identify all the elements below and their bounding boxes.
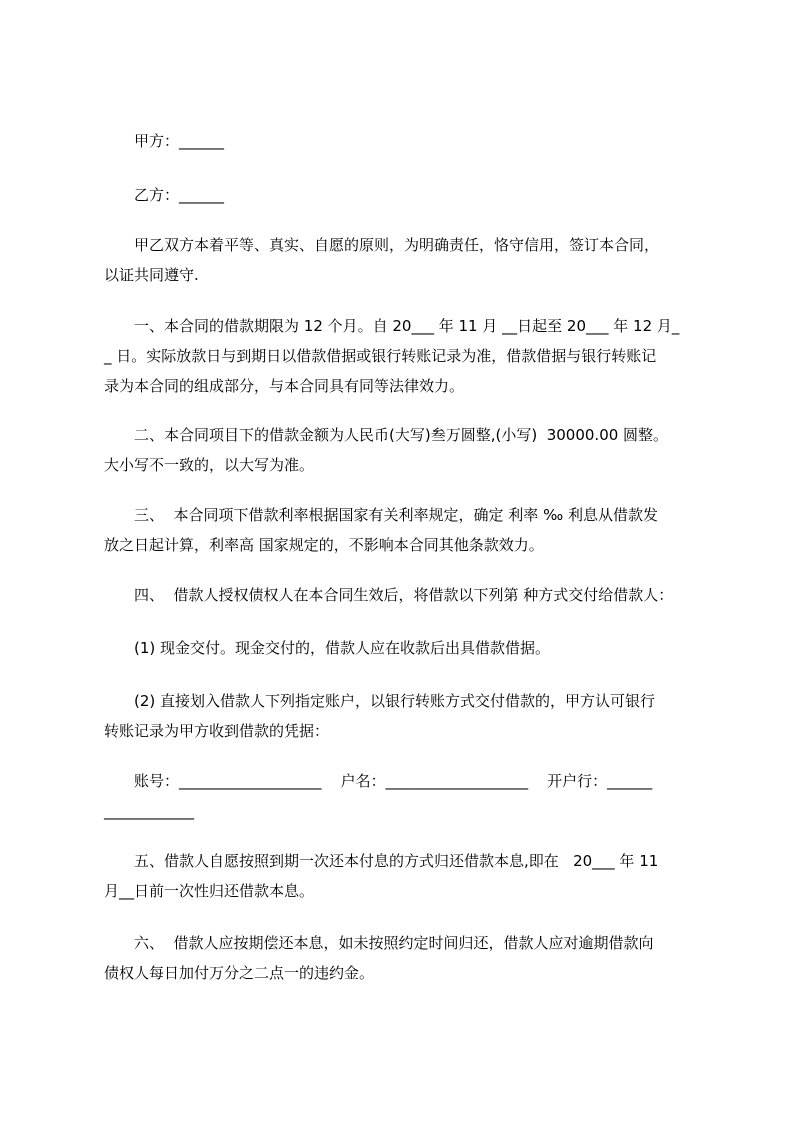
clause-6-line-2: 债权人每日加付万分之二点一的违约金。 (104, 964, 375, 982)
clause-2 (104, 420, 704, 480)
clause-3-line-1: 三、 本合同项下借款利率根据国家有关利率规定，确定 利率 ‰ 利息从借款发 (134, 506, 658, 524)
intro-line-1: 甲乙双方本着平等、真实、自愿的原则，为明确责任，恪守信用，签订本合同， (134, 236, 660, 254)
clause-5 (104, 846, 704, 906)
clause-3 (104, 500, 704, 560)
party-a-line (104, 126, 704, 156)
option-1 (104, 633, 704, 663)
clause-6 (104, 928, 704, 988)
clause-2-line-1: 二、本合同项目下的借款金额为人民币(大写)叁万圆整,(小写) 30000.00 圆整。 (134, 426, 669, 444)
option-2 (104, 686, 704, 746)
account-line-2: ____________ (104, 802, 194, 820)
party-a-text: 甲方：______ (134, 132, 225, 150)
clause-3-line-2: 放之日起计算，利率高 国家规定的，不影响本合同其他条款效力。 (104, 536, 544, 554)
clause-4-line-1: 四、 借款人授权债权人在本合同生效后，将借款以下列第 种方式交付给借款人： (134, 586, 674, 604)
clause-6-line-1: 六、 借款人应按期偿还本息，如未按照约定时间归还，借款人应对逾期借款向 (134, 934, 654, 952)
clause-1-line-1: 一、本合同的借款期限为 12 个月。自 20___ 年 11 月 __日起至 20___ 年 12 月_ (134, 317, 680, 335)
option-2-line-1: (2) 直接划入借款人下列指定账户，以银行转账方式交付借款的，甲方认可银行 (134, 692, 656, 710)
clause-1 (104, 311, 704, 401)
account-line-1: 账号：___________________ 户名：___________________ 开户行：______ (134, 772, 653, 790)
option-2-line-2: 转账记录为甲方收到借款的凭据： (104, 722, 330, 740)
clause-5-line-1: 五、借款人自愿按照到期一次还本付息的方式归还借款本息,即在 20___ 年 11 (134, 852, 659, 870)
clause-4 (104, 580, 704, 610)
party-b-text: 乙方：______ (134, 186, 225, 204)
clause-5-line-2: 月__日前一次性归还借款本息。 (104, 882, 315, 900)
clause-1-line-3: 录为本合同的组成部分，与本合同具有同等法律效力。 (104, 377, 465, 395)
intro-paragraph (104, 230, 704, 290)
clause-1-line-2: _ 日。实际放款日与到期日以借款借据或银行转账记录为准，借款借据与银行转账记 (104, 347, 657, 365)
option-1-line-1: (1) 现金交付。现金交付的，借款人应在收款后出具借款借据。 (134, 639, 551, 657)
party-b-line (104, 180, 704, 210)
clause-2-line-2: 大小写不一致的，以大写为准。 (104, 456, 315, 474)
intro-line-2: 以证共同遵守. (104, 266, 199, 284)
account-details (104, 766, 704, 826)
